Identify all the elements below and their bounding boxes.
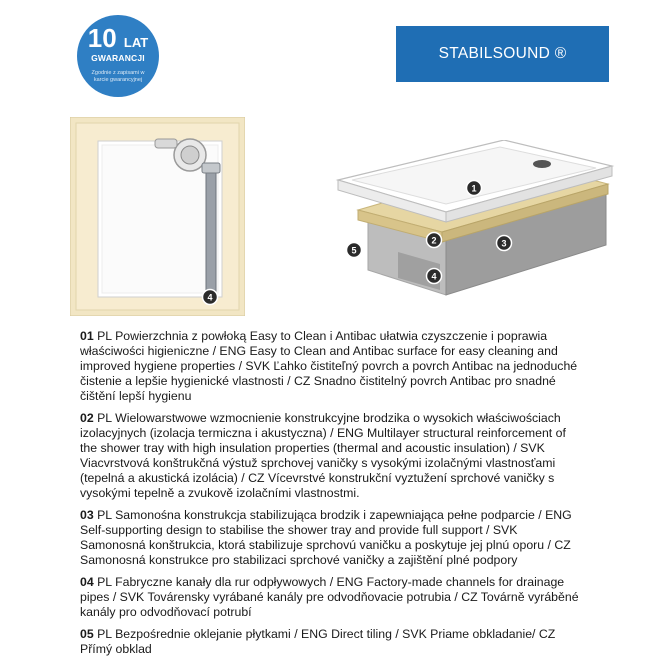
svg-text:5: 5 — [351, 245, 357, 256]
feature-list — [80, 329, 580, 664]
svg-text:2: 2 — [431, 235, 437, 246]
marker-4-top-view — [203, 290, 218, 305]
guarantee-badge — [77, 15, 159, 97]
feature-item-03 — [80, 508, 580, 568]
badge-years-unit: LAT — [123, 35, 149, 50]
marker-5 — [347, 243, 362, 258]
product-banner — [396, 26, 609, 82]
svg-text:4: 4 — [431, 271, 437, 282]
feature-text: PL Powierzchnia z powłoką Easy to Clean i Antibac ułatwia czyszczenie i poprawia właściwości higieniczne / ENG Easy to Clean and Antibac surface for easy cleaning and improved hygiene properties / SVK Ľahko čistiteľný povrch a povrch Antibac na jednoduché čistenie a lepšie hygienické vlastnosti / CZ Snadno čistitelný povrch Antibac pro snadné čištění lepší hygienu — [80, 329, 578, 403]
feature-item-02 — [80, 411, 580, 501]
feature-item-04 — [80, 575, 580, 620]
badge-years: 10 LAT — [87, 23, 149, 53]
feature-number: 04 — [80, 575, 94, 589]
feature-text: PL Wielowarstwowe wzmocnienie konstrukcyjne brodzika o wysokich właściwościach izolacyjnych (izolacja termiczna i akustyczna) / ENG Multilayer structural reinforcement of the shower tray with high insulation properties (thermal and acoustic insulation) / SVK Viacvrstvová konštrukčná výstuž sprchovej vaničky s vysokými izolačnými vlastnosťami (tepelná a akustická izolácia) / CZ Vícevrstvé konstrukční vyztužení sprchové vaničky s vysokými tepelně a zvukově izolačními vlastnostmi. — [80, 411, 566, 500]
marker-3 — [497, 236, 512, 251]
svg-text:4: 4 — [207, 292, 213, 303]
badge-note: Zgodnie z zapisami w karcie gwarancyjnej — [91, 70, 145, 83]
feature-number: 05 — [80, 627, 94, 641]
badge-title: GWARANCJI — [91, 53, 145, 63]
svg-text:1: 1 — [471, 183, 477, 194]
feature-item-01 — [80, 329, 580, 404]
marker-1 — [467, 181, 482, 196]
feature-number: 02 — [80, 411, 94, 425]
feature-item-05 — [80, 627, 580, 657]
feature-number: 03 — [80, 508, 94, 522]
feature-number: 01 — [80, 329, 94, 343]
feature-text: PL Fabryczne kanały dla rur odpływowych / ENG Factory-made channels for drainage pipes / SVK Továrensky vyrábané kanály pre odvodňovacie potrubia / CZ Továrně vyráběné kanály pro odvodňovací potrubí — [80, 575, 579, 619]
tray-layers-illustration — [328, 140, 618, 310]
feature-text: PL Samonośna konstrukcja stabilizująca brodzik i zapewniająca pełne podparcie / ENG Self-supporting design to stabilise the shower tray and provide full support / SVK Samonosná konštrukcia, ktorá stabilizuje sprchovú vaničku a poskytuje jej plnú oporu / CZ Samonosná konstrukce pro stabilizaci sprchové vaničky a zajištění plné podpory — [80, 508, 572, 567]
svg-text:3: 3 — [501, 238, 507, 249]
feature-text: PL Bezpośrednie oklejanie płytkami / ENG Direct tiling / SVK Priame obkladanie/ CZ Přímý obklad — [80, 627, 556, 656]
marker-4 — [427, 269, 442, 284]
marker-2 — [427, 233, 442, 248]
product-title: STABILSOUND ® — [438, 45, 567, 62]
tray-top-view-illustration — [70, 117, 245, 316]
